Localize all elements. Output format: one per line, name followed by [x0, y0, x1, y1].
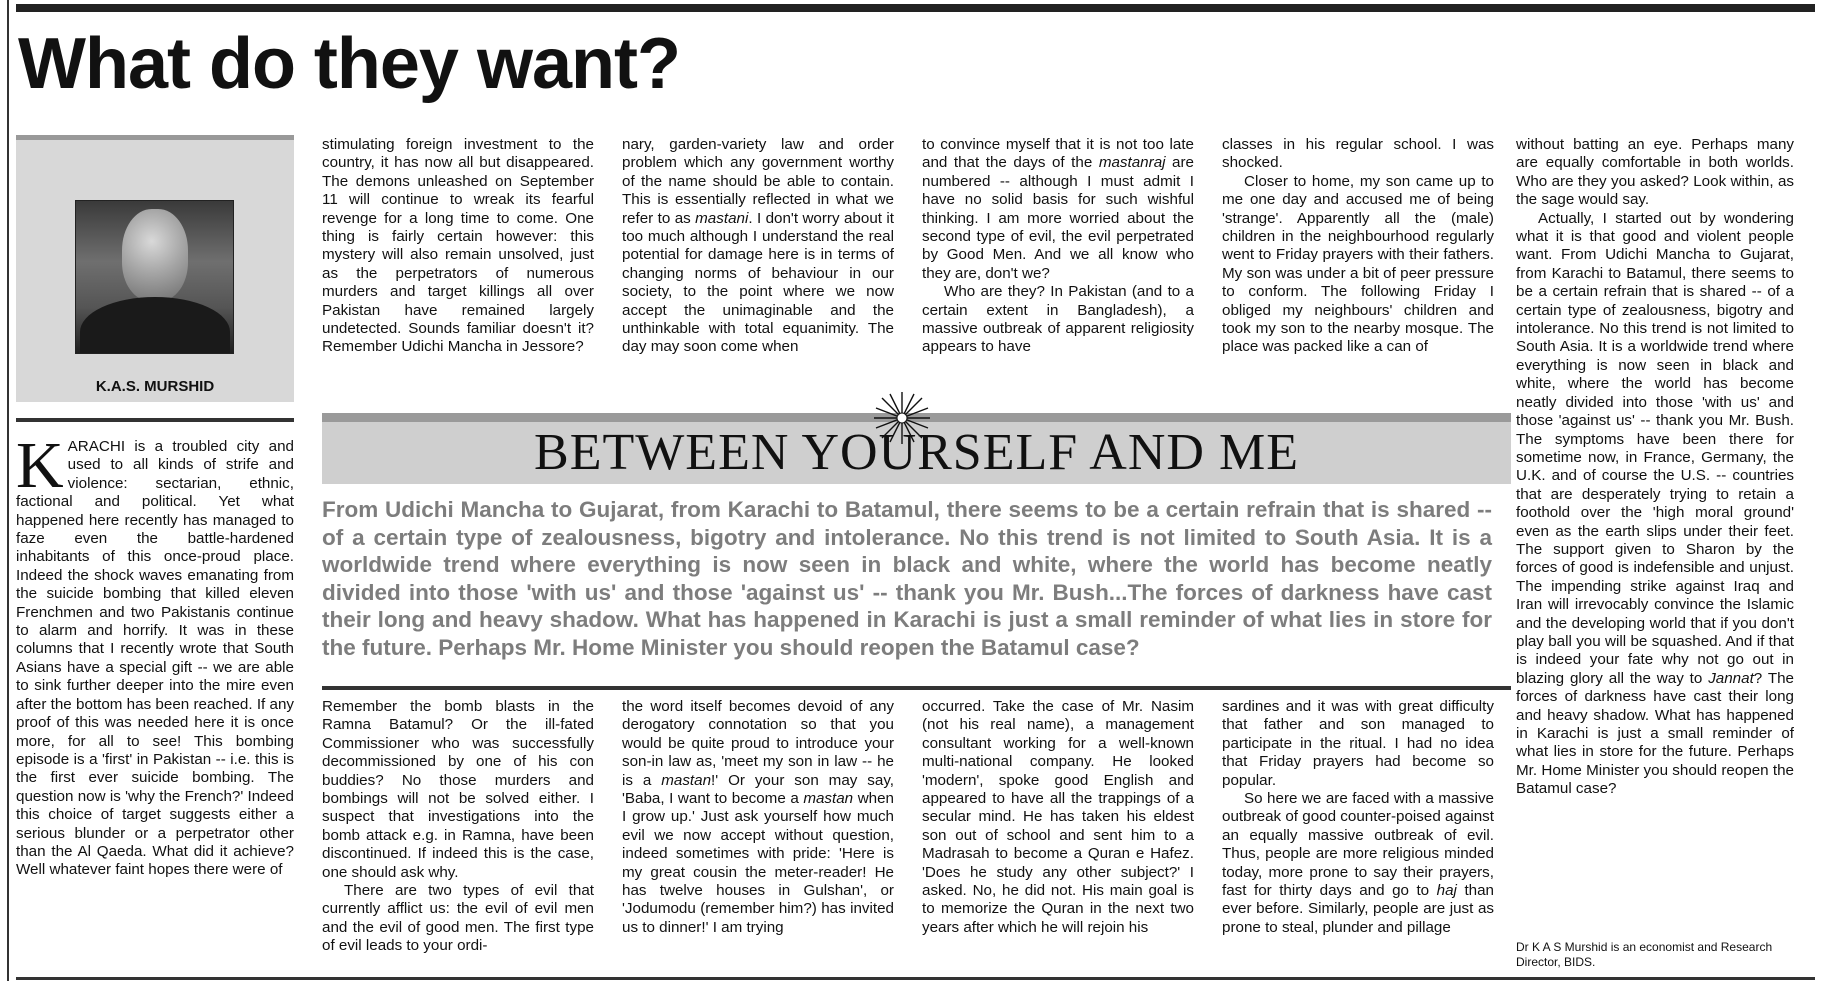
paragraph: Closer to home, my son came up to me one day and accused me of being 'strange'. Apparently all the (male) children in the neighbourhood regularly went to Friday prayers with their fathers. My son was under a bit of peer pressure to conform. The following Friday I obliged my neighbours' children and took my son to the nearby mosque. The place was packed like a can of [1222, 172, 1494, 356]
column-4-bottom [922, 698, 1194, 937]
headline: What do they want? [18, 24, 680, 104]
italic-term: Jannat [1708, 669, 1754, 687]
text-run: Actually, I started out by wondering what it is that good and violent people want. From Udichi Mancha to Gujarat, from Karachi to Batamul, there seems to be a certain refrain that is shared -- of a certain type of zealousness, bigotry and intolerance. No this trend is not limited to South Asia. It is a worldwide trend where everything is now seen in black and white, where the world has become neatly divided into those 'with us' and those 'against us' -- thank you Mr. Bush. The symptoms have been there for sometime now, in France, Germany, the U.K. and of course the U.S. -- countries that are desperately trying to retain a foothold over the 'high moral ground' even as the earth slips under their feet. The support given to Sharon by the forces of good is indefensible and unjust. The impending strike against Iraq and Iran will irrevocably convince the Islamic and the developing world that if you don't play ball you will be squashed. And if that is indeed your fate why not go out in blazing glory all the way to [1516, 209, 1794, 687]
paragraph [1222, 790, 1494, 937]
paragraph: stimulating foreign investment to the country, it has now all but disappeared. The demons unleashed on September 11 will continue to wreak its fearful revenge for a long time to come. One thing is fairly certain however: this mystery will also remain unsolved, just as the perpetrators of numerous murders and target killings all over Pakistan have remained largely undetected. Sounds familiar doesn't it? Remember Udichi Mancha in Jessore? [322, 136, 594, 356]
pull-quote: From Udichi Mancha to Gujarat, from Karachi to Batamul, there seems to be a certain refrain that is shared -- of a certain type of zealousness, bigotry and intolerance. No this trend is not limited to South Asia. It is a worldwide trend where everything is now seen in black and white, where the world has become neatly divided into those 'with us' and those 'against us' -- thank you Mr. Bush...The forces of darkness have cast their long and heavy shadow. What has happened in Karachi is just a small reminder of what lies in store for the future. Perhaps Mr. Home Minister you should reopen the Batamul case? [322, 497, 1492, 660]
column-title: BETWEEN YOURSELF AND ME [534, 424, 1299, 481]
column-2-bottom [322, 698, 594, 956]
italic-term: mastanraj [1098, 154, 1166, 172]
column-4-top [922, 136, 1194, 357]
paragraph-text: ARACHI is a troubled city and used to all kinds of strife and violence: sectarian, ethnic, factional and political. Yet what happened here recently has managed to faze even the battle-hardened inhabitants of this once-proud place. Indeed the shock waves emanating from the suicide bombing that killed eleven Frenchmen and two Pakistanis continue to alarm and horrify. It was in these columns that I recently wrote that South Asians have a special gift -- we are able to sink further deeper into the mire even after the bottom has been reached. If any proof of this was needed here it is once more, for all to see! This bombing episode is a 'first' in Pakistan -- i.e. this is the first ever suicide bombing. The question now is 'why the French?' Indeed this choice of target suggests either a serious blunder or a perpetrator other than the Al Qaeda. What did it achieve? Well whatever faint hopes there were of [16, 438, 294, 879]
paragraph [922, 136, 1194, 283]
paragraph: Remember the bomb blasts in the Ramna Batamul? Or the ill-fated Commissioner who was successfully decommissioned by one of his con buddies? No those murders and bombings will not be solved either. I suspect that investigations into the bomb attack e.g. in Ramna, have been discontinued. If indeed this is the case, one should ask why. [322, 698, 594, 881]
text-run: ? The forces of darkness have cast their long and heavy shadow. What has happened in Karachi is just a small reminder of what lies in store for the future. Perhaps Mr. Home Minister you should reopen the Batamul case? [1516, 669, 1794, 798]
paragraph: occurred. Take the case of Mr. Nasim (not his real name), a management consultant working for a well-known multi-national company. He looked 'modern', spoke good English and appeared to have all the trappings of a secular mind. He has taken his eldest son out of school and sent him to a Madrasah to become a Quran e Hafez. 'Does he study any other subject?' I asked. No, he did not. His main goal is to memorize the Quran in the next two years after which he will rejoin his [922, 698, 1194, 936]
column-2-top [322, 136, 594, 357]
column-6 [1516, 136, 1794, 799]
column-3-top [622, 136, 894, 357]
byline: K.A.S. MURSHID [95, 378, 215, 395]
paragraph [622, 698, 894, 937]
drop-cap: K [16, 429, 64, 502]
italic-term: mastan [803, 790, 854, 808]
text-run: to convince myself that it is not too late and that the days of the [922, 136, 1194, 172]
text-run: . I don't worry about it too much although I understand the real potential for damage here is in terms of changing norms of behaviour in our society, to the point where we now accept the unimaginable and the unthinkable with total equanimity. The day may soon come when [622, 209, 894, 356]
text-run: than ever before. Similarly, people are just as prone to steal, plunder and pillage [1222, 882, 1495, 936]
text-run: So here we are faced with a massive outbreak of good counter-poised against an equally massive outbreak of evil. Thus, people are more religious minded today, more prone to say their prayers, fast for thirty days and go to [1222, 790, 1494, 900]
paragraph: There are two types of evil that currently afflict us: the evil of evil men and the evil of good men. The first type of evil leads to your ordi- [322, 882, 594, 955]
italic-term: mastan [661, 771, 712, 789]
text-run: the word itself becomes devoid of any derogatory connotation so that you would be quite proud to introduce your son-in law as, 'meet my son in law -- he is a [622, 698, 894, 789]
paragraph [16, 429, 294, 880]
lower-section-rule [322, 686, 1511, 690]
bottom-rule [16, 977, 1815, 980]
author-photo [75, 200, 234, 354]
paragraph [1516, 210, 1794, 799]
left-border-rule [7, 0, 9, 981]
text-run: !' Or your son may say, 'Baba, I want to become a [622, 771, 894, 808]
byline-rule [16, 418, 294, 422]
column-1 [16, 429, 294, 880]
paragraph: sardines and it was with great difficulty that father and son managed to participate in the ritual. I had no idea that Friday prayers had become so popular. [1222, 698, 1494, 789]
italic-term: haj [1436, 882, 1457, 900]
text-run: nary, garden-variety law and order problem which any government worthy of the name should be able to contain. This is essentially reflected in what we refer to as [622, 136, 894, 227]
column-5-top [1222, 136, 1494, 357]
top-rule [16, 4, 1815, 12]
italic-term: mastani [695, 209, 749, 227]
author-photo-box [16, 135, 294, 402]
paragraph: Who are they? In Pakistan (and to a certain extent in Bangladesh), a massive outbreak of apparent religiosity appears to have [922, 283, 1194, 356]
paragraph: classes in his regular school. I was shocked. [1222, 136, 1494, 172]
text-run: when I grow up.' Just ask yourself how much evil we now accept without question, indeed sometimes with pride: 'Here is my great cousin the meter-reader! He has twelve houses in Gulshan', or 'Jodumodu (remember him?) has invited us to dinner!' I am trying [622, 790, 894, 936]
text-run: are numbered -- although I must admit I have no solid basis for such wishful thinking. I am more worried about the second type of evil, the evil perpetrated by Good Men. And we all know who they are, don't we? [922, 154, 1194, 282]
author-note: Dr K A S Murshid is an economist and Research Director, BIDS. [1516, 940, 1773, 969]
column-3-bottom [622, 698, 894, 937]
paragraph [622, 136, 894, 357]
paragraph: without batting an eye. Perhaps many are equally comfortable in both worlds. Who are they you asked? Look within, as the sage would say. [1516, 136, 1794, 209]
column-5-bottom [1222, 698, 1494, 937]
